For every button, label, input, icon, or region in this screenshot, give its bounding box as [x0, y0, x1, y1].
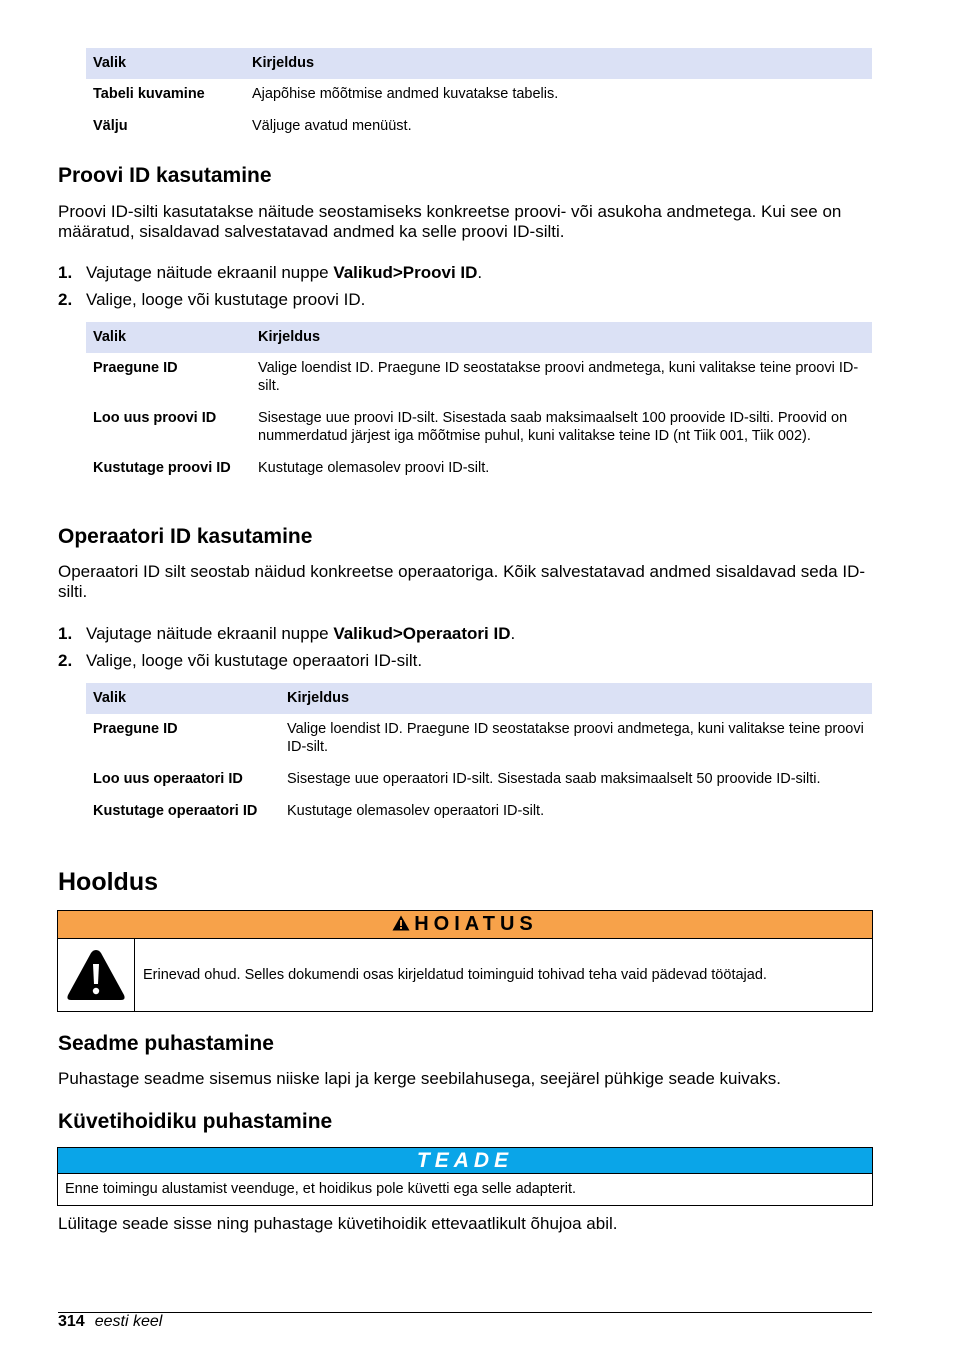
sample-id-intro: Proovi ID-silti kasutatakse näitude seostamiseks konkreetse proovi- või asukoha andmetega. Kui see on määratud, sisaldavad salvestatavad andmed ka selle proovi ID-silti.: [58, 202, 842, 241]
options-table-operator-id: [86, 683, 872, 828]
warning-triangle-icon: [58, 939, 135, 1011]
operator-id-intro: Operaatori ID silt seostab näidud konkreetse operaatoriga. Kõik salvestatavad andmed sisaldavad seda ID-silti.: [58, 562, 866, 601]
option-desc: Väljuge avatud menüüst.: [252, 118, 412, 134]
col-header-option: Valik: [86, 48, 245, 79]
option-key: Välju: [93, 118, 128, 134]
warning-body: [58, 939, 872, 1011]
table-header-row: [86, 48, 872, 79]
col-header-description: Kirjeldus: [280, 683, 872, 714]
option-key: Kustutage proovi ID: [93, 460, 231, 476]
device-cleaning-text: Puhastage seadme sisemus niiske lapi ja kerge seebilahusega, seejärel pühkige seade kuivaks.: [58, 1069, 781, 1088]
warning-small-icon: [392, 915, 410, 931]
table-row: [86, 796, 872, 828]
footer-language: eesti keel: [94, 1313, 163, 1330]
table-row: [86, 714, 872, 764]
table-header-row: [86, 683, 872, 714]
option-desc: Sisestage uue operaatori ID-silt. Sisestada saab maksimaalselt 50 proovide ID-silti.: [287, 771, 821, 787]
section-title-cuvette-holder-cleaning: Küvetihoidiku puhastamine: [58, 1110, 333, 1133]
option-desc: Kustutage olemasolev proovi ID-silt.: [258, 460, 490, 476]
option-desc: Valige loendist ID. Praegune ID seostatakse proovi andmetega, kuni valitakse teine proovi ID-silt.: [258, 360, 859, 394]
col-header-description: Kirjeldus: [245, 48, 872, 79]
option-desc: Sisestage uue proovi ID-silt. Sisestada saab maksimaalselt 100 proovide ID-silti. Proovid on nummerdatud järjest iga mõõtmise puhul, kuni valitakse teine ID (nt Tiik 001, Tiik 002).: [258, 410, 848, 444]
section-title-operator-id: Operaatori ID kasutamine: [58, 525, 313, 548]
section-title-sample-id: Proovi ID kasutamine: [58, 164, 272, 187]
step-item: 2. Valige, looge või kustutage proovi ID.: [58, 290, 366, 309]
notice-text: Enne toimingu alustamist veenduge, et hoidikus pole küvetti ega selle adapterit.: [65, 1181, 577, 1197]
section-title-device-cleaning: Seadme puhastamine: [58, 1032, 274, 1055]
option-desc: Ajapõhise mõõtmise andmed kuvatakse tabelis.: [252, 86, 559, 102]
warning-label: HOIATUS: [414, 913, 538, 935]
notice-box: [57, 1147, 873, 1206]
table-header-row: [86, 322, 872, 353]
table-row: [86, 79, 872, 111]
option-key: Praegune ID: [93, 721, 178, 737]
table-row: [86, 764, 872, 796]
page-footer: [58, 1313, 162, 1331]
option-desc: Kustutage olemasolev operaatori ID-silt.: [287, 803, 545, 819]
option-key: Loo uus operaatori ID: [93, 771, 243, 787]
step-item: 1. Vajutage näitude ekraanil nuppe Valikud>Operaatori ID.: [58, 624, 516, 643]
option-desc: Valige loendist ID. Praegune ID seostatakse proovi andmetega, kuni valitakse teine proovi ID-silt.: [287, 721, 864, 755]
col-header-option: Valik: [86, 683, 280, 714]
sample-id-steps: [58, 263, 482, 317]
cuvette-cleaning-text: Lülitage seade sisse ning puhastage küvetihoidik ettevaatlikult õhujoa abil.: [58, 1214, 618, 1233]
warning-text: Erinevad ohud. Selles dokumendi osas kirjeldatud toiminguid tohivad teha vaid pädevad töötajad.: [143, 967, 767, 983]
col-header-option: Valik: [86, 322, 251, 353]
footer-divider: [58, 1312, 872, 1313]
step-item: 2. Valige, looge või kustutage operaatori ID-silt.: [58, 651, 423, 670]
option-key: Tabeli kuvamine: [93, 86, 205, 102]
options-table-display: [86, 48, 872, 143]
table-row: [86, 353, 872, 403]
option-key: Praegune ID: [93, 360, 178, 376]
table-row: [86, 403, 872, 453]
notice-header: TEADE: [58, 1148, 872, 1174]
warning-box: [57, 910, 873, 1012]
col-header-description: Kirjeldus: [251, 322, 872, 353]
table-row: [86, 111, 872, 143]
warning-header: [58, 911, 872, 939]
options-table-sample-id: [86, 322, 872, 485]
step-item: 1. Vajutage näitude ekraanil nuppe Valikud>Proovi ID.: [58, 263, 483, 282]
table-row: [86, 453, 872, 485]
operator-id-steps: [58, 624, 515, 678]
page-number: 314: [58, 1313, 85, 1330]
option-key: Loo uus proovi ID: [93, 410, 217, 426]
option-key: Kustutage operaatori ID: [93, 803, 258, 819]
chapter-title-maintenance: Hooldus: [58, 868, 158, 896]
